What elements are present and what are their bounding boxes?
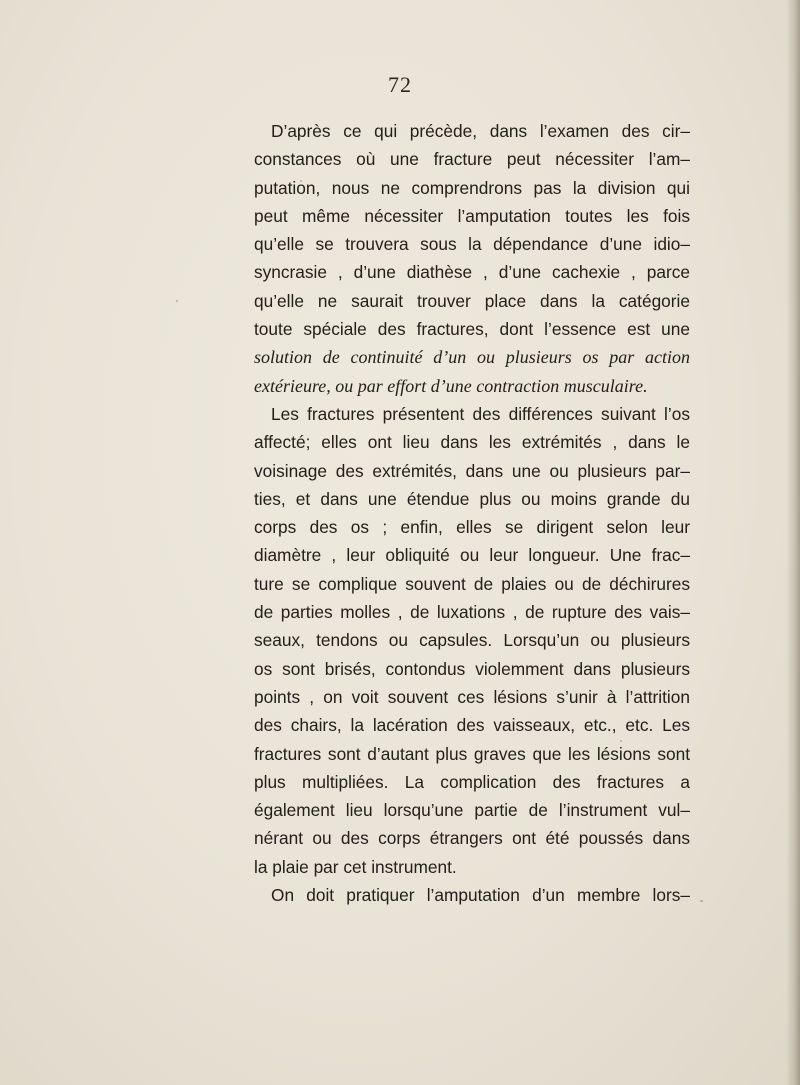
text-line-italic: solution de continuité d’un ou plusieurs os par action <box>254 347 690 368</box>
text-line: points , on voit souvent ces lésions s’unir à l’attrition <box>254 686 690 707</box>
text-line: ture se complique souvent de plaies ou de déchirures <box>254 573 690 594</box>
text-line: plus multipliées. La complication des fractures a <box>254 771 690 792</box>
text-line: constances où une fracture peut nécessiter l’am– <box>254 149 690 170</box>
paper-speck <box>176 300 178 302</box>
text-line: des chairs, la lacération des vaisseaux, etc., etc. Les <box>254 715 690 736</box>
text-line: diamètre , leur obliquité ou leur longueur. Une frac– <box>254 545 690 566</box>
text-line: la plaie par cet instrument. <box>254 856 457 877</box>
text-line: On doit pratiquer l’amputation d’un membre lors– <box>271 885 690 906</box>
text-line: affecté; elles ont lieu dans les extrémités , dans le <box>254 432 690 453</box>
text-line: de parties molles , de luxations , de rupture des vais– <box>254 602 690 623</box>
text-line: ties, et dans une étendue plus ou moins grande du <box>254 488 690 509</box>
text-line: Les fractures présentent des différences suivant l’os <box>271 403 690 424</box>
page-number: 72 <box>388 72 412 97</box>
text-line: voisinage des extrémités, dans une ou plusieurs par– <box>254 460 690 481</box>
text-line: D’après ce qui précède, dans l’examen des cir– <box>271 121 690 141</box>
text-line: corps des os ; enfin, elles se dirigent selon leur <box>254 517 690 538</box>
text-line: seaux, tendons ou capsules. Lorsqu’un ou plusieurs <box>254 630 690 651</box>
page-edge-shadow <box>786 0 800 1085</box>
text-line: os sont brisés, contondus violemment dans plusieurs <box>254 658 690 679</box>
text-line: qu’elle ne saurait trouver place dans la catégorie <box>254 290 690 311</box>
paper-speck <box>700 900 703 902</box>
text-line: qu’elle se trouvera sous la dépendance d’une idio– <box>254 234 690 255</box>
text-line: putation, nous ne comprendrons pas la division qui <box>254 177 690 198</box>
text-line: également lieu lorsqu’une partie de l’instrument vul– <box>254 800 690 821</box>
text-line: fractures sont d’autant plus graves que les lésions sont <box>254 743 690 764</box>
text-line-italic: extérieure, ou par effort d’une contraction musculaire. <box>254 375 648 396</box>
text-line: syncrasie , d’une diathèse , d’une cachexie , parce <box>254 262 690 283</box>
text-line: peut même nécessiter l’amputation toutes les fois <box>254 205 690 226</box>
body-text <box>254 117 690 909</box>
text-line: toute spéciale des fractures, dont l’essence est une <box>254 319 690 340</box>
text-line: nérant ou des corps étrangers ont été poussés dans <box>254 828 690 849</box>
